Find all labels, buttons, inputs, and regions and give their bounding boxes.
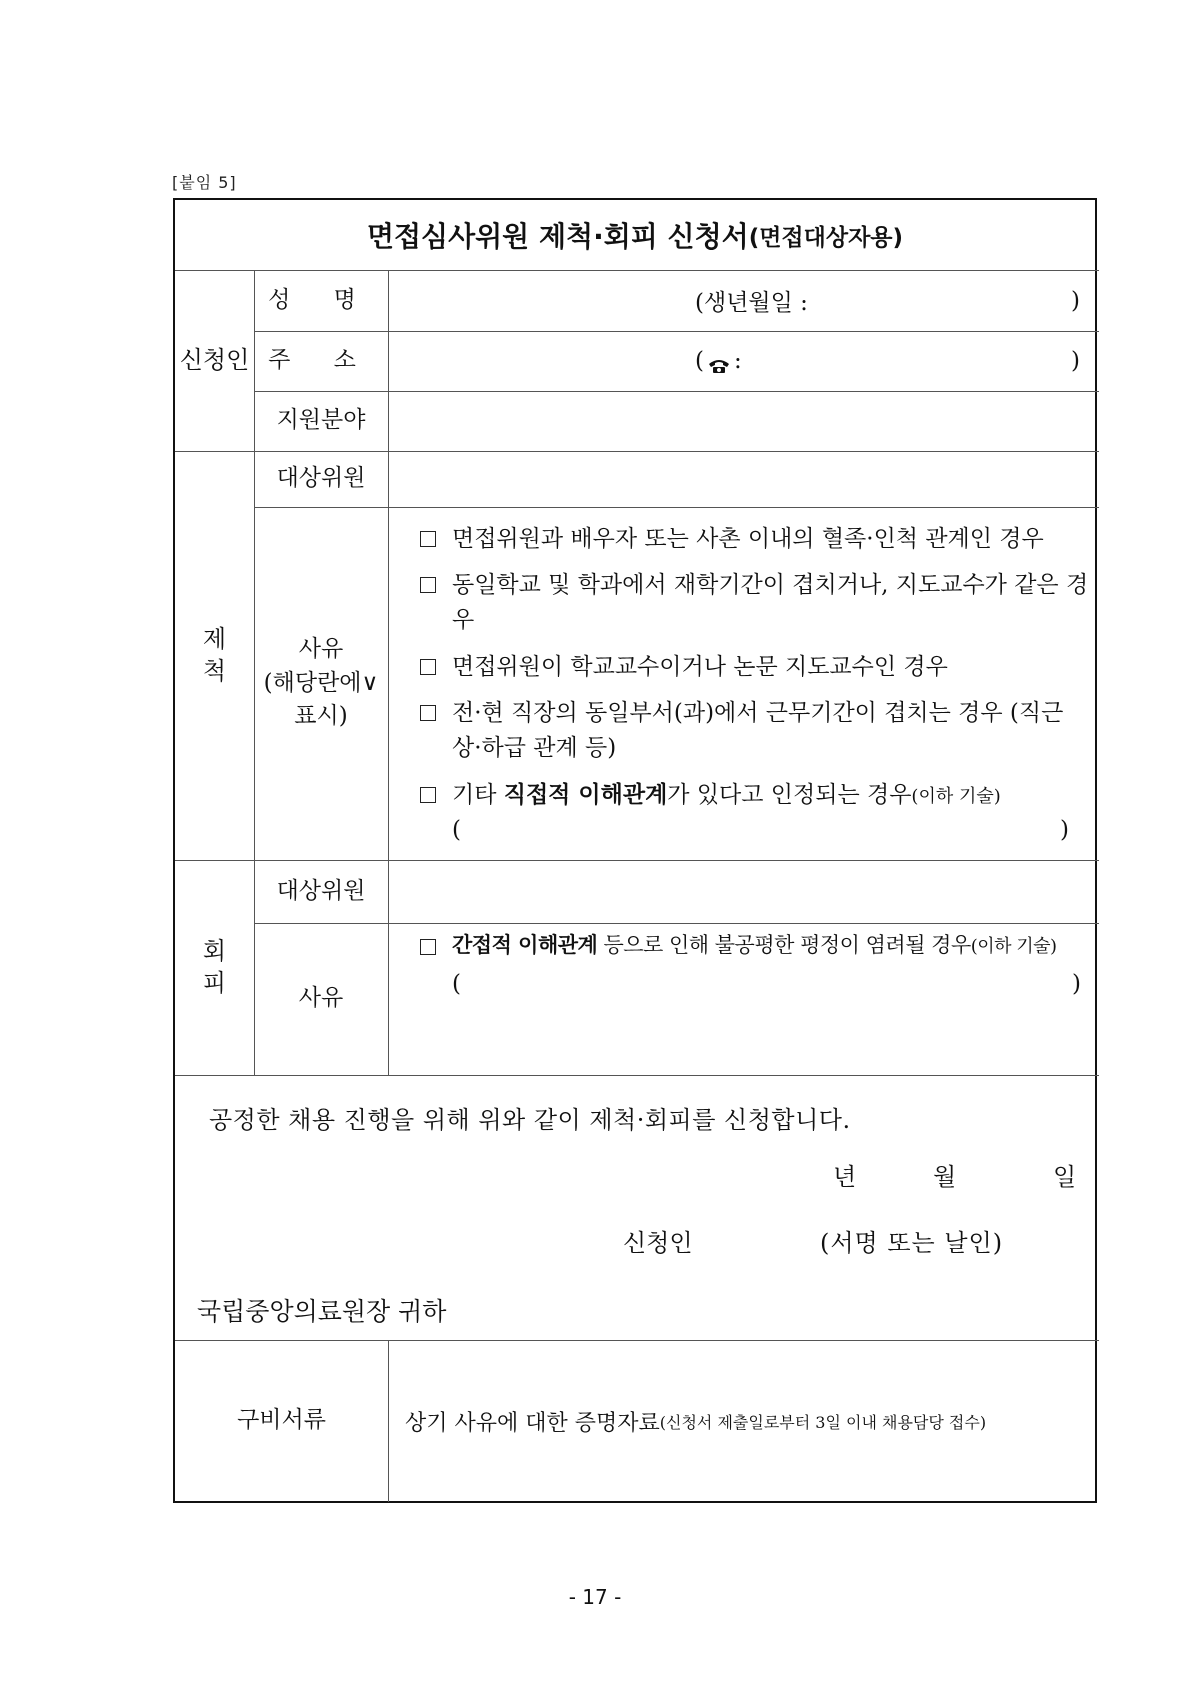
avoidance-close: ) bbox=[1072, 971, 1081, 997]
address-field[interactable] bbox=[389, 332, 1049, 390]
recusal-form bbox=[173, 198, 1097, 1503]
checkbox[interactable] bbox=[420, 787, 436, 803]
exclusion-target-field[interactable] bbox=[389, 452, 1097, 506]
checkbox[interactable] bbox=[420, 659, 436, 675]
attachment-label: [붙임 5] bbox=[172, 173, 237, 192]
form-title bbox=[175, 200, 1095, 270]
exclusion-reason-4[interactable]: 전·현 직장의 동일부서(과)에서 근무기간이 겹치는 경우 (직근 상·하급 관계 등) bbox=[420, 696, 1092, 765]
avoidance-section-label: 회 피 bbox=[202, 937, 227, 997]
exclusion-reason-1[interactable]: 면접위원과 배우자 또는 사촌 이내의 혈족·인척 관계인 경우 bbox=[420, 522, 1092, 557]
declaration-statement: 공정한 채용 진행을 위해 위와 같이 제척·회피를 신청합니다. bbox=[209, 1106, 851, 1134]
exclusion-other-open: ( bbox=[452, 817, 461, 843]
date-day: 일 bbox=[1053, 1163, 1077, 1191]
exclusion-target-label: 대상위원 bbox=[276, 465, 366, 492]
documents-label: 구비서류 bbox=[237, 1407, 326, 1434]
addressee: 국립중앙의료원장 귀하 bbox=[197, 1297, 447, 1326]
exclusion-other-input[interactable] bbox=[465, 814, 1055, 846]
avoidance-target-field[interactable] bbox=[389, 861, 1097, 922]
phone-group: ( : bbox=[695, 348, 742, 374]
checkbox[interactable] bbox=[420, 705, 436, 721]
documents-value: 상기 사유에 대한 증명자료 (신청서 제출일로부터 3일 이내 채용담당 접수) bbox=[405, 1410, 987, 1436]
phone-colon: : bbox=[733, 348, 742, 374]
exclusion-reason-2[interactable]: 동일학교 및 학과에서 재학기간이 겹치거나, 지도교수가 같은 경우 bbox=[420, 568, 1092, 637]
field-input[interactable] bbox=[389, 392, 1097, 450]
exclusion-reason-label: 사유 (해당란에∨ 표시) bbox=[263, 636, 379, 730]
applicant-sign-label: 신청인 bbox=[623, 1229, 693, 1257]
exclusion-reason-3[interactable]: 면접위원이 학교교수이거나 논문 지도교수인 경우 bbox=[420, 650, 1092, 685]
signature-label: (서명 또는 날인) bbox=[820, 1229, 1004, 1257]
avoidance-open: ( bbox=[452, 971, 461, 997]
exclusion-section-label: 제 척 bbox=[202, 625, 227, 685]
date-month: 월 bbox=[933, 1163, 957, 1191]
avoidance-target-label: 대상위원 bbox=[276, 877, 366, 904]
date-year: 년 bbox=[833, 1163, 857, 1191]
form-title-sub: (면접대상자용) bbox=[748, 224, 904, 251]
field-label: 지원분야 bbox=[276, 407, 366, 434]
avoidance-reason[interactable]: 간접적 이해관계 등으로 인해 불공평한 평정이 염려될 경우(이하 기술) bbox=[420, 930, 1092, 962]
checkbox[interactable] bbox=[420, 531, 436, 547]
avoidance-input[interactable] bbox=[465, 968, 1055, 1000]
exclusion-reason-other[interactable]: 기타 직접적 이해관계가 있다고 인정되는 경우(이하 기술) bbox=[420, 778, 1092, 813]
name-field[interactable] bbox=[389, 271, 1049, 331]
phone-close: ) bbox=[1071, 348, 1080, 374]
birthdate-label: (생년월일 : bbox=[695, 290, 808, 316]
form-title-main: 면접심사위원 제척·회피 신청서 bbox=[366, 220, 749, 253]
exclusion-other-close: ) bbox=[1060, 817, 1069, 843]
checkbox[interactable] bbox=[420, 577, 436, 593]
birthdate-close: ) bbox=[1071, 287, 1080, 314]
address-label: 주 소 bbox=[268, 347, 374, 374]
name-label: 성 명 bbox=[268, 286, 374, 313]
avoidance-reason-label: 사유 bbox=[298, 985, 344, 1012]
page-number: - 17 - bbox=[568, 1585, 622, 1609]
checkbox[interactable] bbox=[420, 939, 436, 955]
applicant-section-label: 신청인 bbox=[179, 346, 250, 375]
